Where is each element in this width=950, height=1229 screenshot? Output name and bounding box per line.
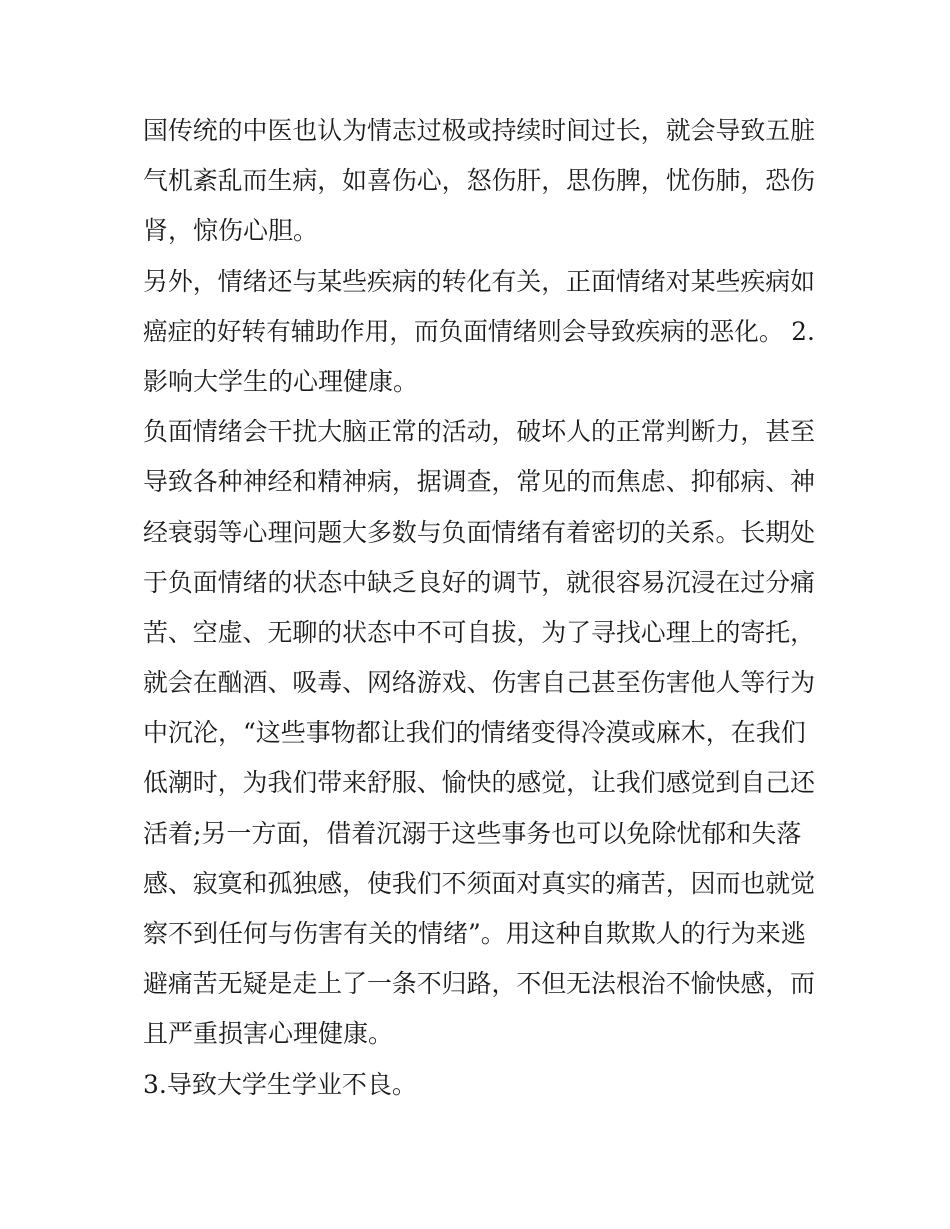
text-line: 癌症的好转有辅助作用，而负面情绪则会导致疾病的恶化。 2.: [143, 316, 815, 346]
section-heading: 3.导致大学生学业不良。: [143, 1069, 417, 1099]
text-line: 气机紊乱而生病，如喜伤心，怒伤肝，思伤脾，忧伤肺，恐伤: [143, 166, 816, 196]
text-line: 中沉沦，“这些事物都让我们的情绪变得冷漠或麻木，在我们: [143, 718, 806, 748]
document-body: [143, 106, 815, 1110]
text-line: 经衰弱等心理问题大多数与负面情绪有着密切的关系。长期处: [143, 517, 816, 547]
text-line: 苦、空虚、无聊的状态中不可自拔，为了寻找心理上的寄托，: [143, 617, 816, 647]
paragraph-disease-transformation: [143, 257, 815, 408]
text-line: 低潮时，为我们带来舒服、愉快的感觉，让我们感觉到自己还: [143, 768, 816, 798]
text-line: 且严重损害心理健康。: [143, 1019, 394, 1049]
paragraph-tcm-emotions: [143, 106, 815, 257]
text-line: 另外，情绪还与某些疾病的转化有关，正面情绪对某些疾病如: [143, 266, 816, 296]
text-line: 肾，惊伤心胆。: [143, 216, 319, 246]
text-line: 国传统的中医也认为情志过极或持续时间过长，就会导致五脏: [143, 116, 816, 145]
text-line: 避痛苦无疑是走上了一条不归路，不但无法根治不愉快感，而: [143, 969, 816, 999]
text-line: 察不到任何与伤害有关的情绪”。用这种自欺欺人的行为来逃: [143, 919, 806, 948]
text-line: 影响大学生的心理健康。: [143, 366, 419, 396]
paragraph-academic-heading: [143, 1060, 815, 1110]
text-line: 就会在酗酒、吸毒、网络游戏、伤害自己甚至伤害他人等行为: [143, 668, 816, 698]
paragraph-negative-emotions: [143, 407, 815, 1059]
text-line: 感、寂寞和孤独感，使我们不须面对真实的痛苦，因而也就觉: [143, 868, 816, 898]
text-line: 导致各种神经和精神病，据调查，常见的而焦虑、抑郁病、神: [143, 467, 816, 497]
text-line: 活着;另一方面，借着沉溺于这些事务也可以免除忧郁和失落: [143, 818, 802, 848]
text-line: 于负面情绪的状态中缺乏良好的调节，就很容易沉浸在过分痛: [143, 567, 816, 597]
text-line: 负面情绪会干扰大脑正常的活动，破坏人的正常判断力，甚至: [143, 417, 816, 447]
